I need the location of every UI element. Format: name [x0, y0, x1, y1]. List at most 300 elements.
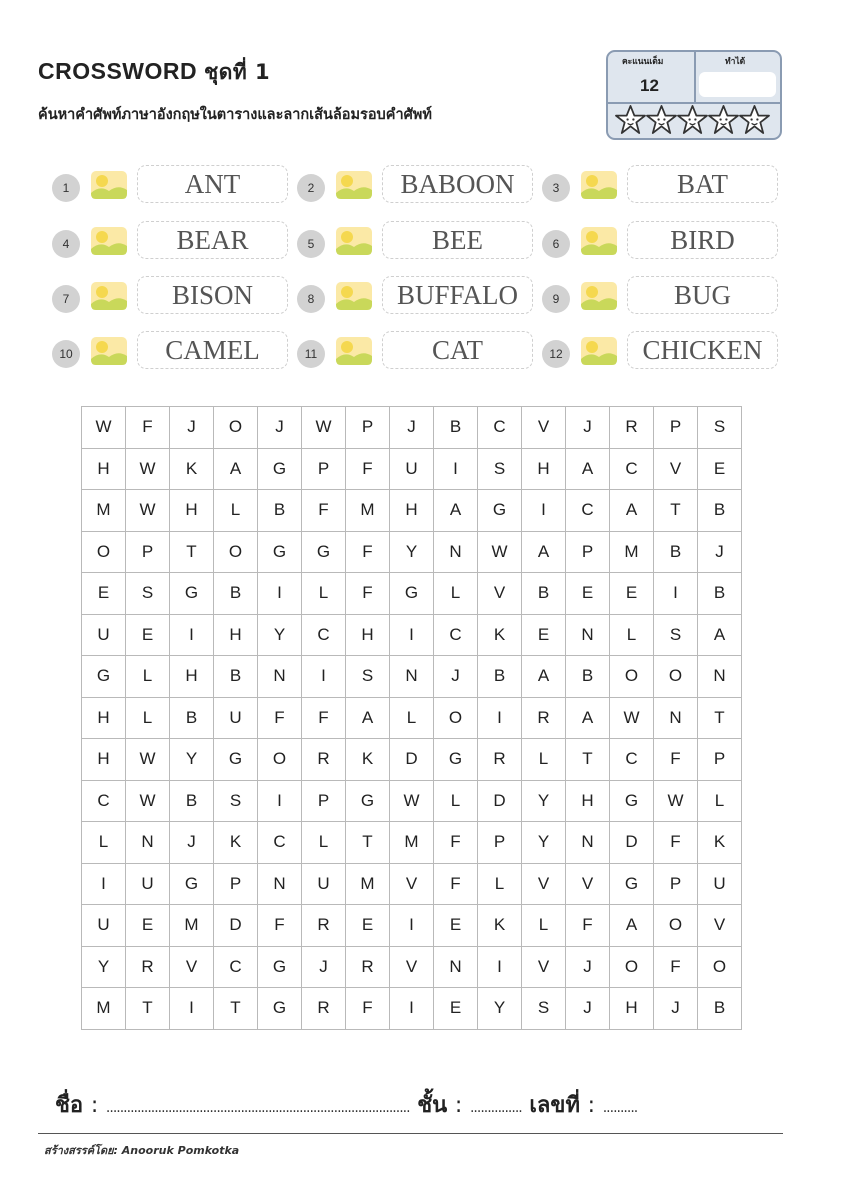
grid-cell[interactable]: W [302, 407, 346, 449]
grid-cell[interactable]: L [610, 614, 654, 656]
grid-cell[interactable]: C [434, 614, 478, 656]
grid-cell[interactable]: M [82, 490, 126, 532]
grid-cell[interactable]: B [698, 490, 742, 532]
grid-cell[interactable]: O [214, 407, 258, 449]
grid-cell[interactable]: W [478, 531, 522, 573]
grid-cell[interactable]: R [478, 739, 522, 781]
grid-cell[interactable]: D [478, 780, 522, 822]
grid-cell[interactable]: J [566, 946, 610, 988]
grid-cell[interactable]: C [478, 407, 522, 449]
grid-cell[interactable]: F [126, 407, 170, 449]
grid-cell[interactable]: S [214, 780, 258, 822]
grid-cell[interactable]: J [698, 531, 742, 573]
grid-cell[interactable]: U [390, 448, 434, 490]
instruction-text: ค้นหาคำศัพท์ภาษาอังกฤษในตารางและลากเส้นล้อมรอบคำศัพท์ [38, 107, 432, 123]
star-icon [708, 104, 739, 135]
grid-cell[interactable]: F [654, 739, 698, 781]
grid-cell[interactable]: N [258, 863, 302, 905]
star-icon [615, 104, 646, 135]
word-label: BIRD [627, 221, 778, 259]
grid-cell[interactable]: J [170, 407, 214, 449]
grid-cell[interactable]: L [214, 490, 258, 532]
name-colon: : [90, 1093, 99, 1118]
grid-cell[interactable]: V [390, 946, 434, 988]
grid-cell[interactable]: K [214, 822, 258, 864]
grid-cell[interactable]: F [346, 531, 390, 573]
grid-cell[interactable]: W [126, 780, 170, 822]
grid-cell[interactable]: P [478, 822, 522, 864]
grid-cell[interactable]: C [302, 614, 346, 656]
grid-cell[interactable]: S [522, 988, 566, 1030]
grid-cell[interactable]: G [170, 573, 214, 615]
grid-cell[interactable]: G [258, 448, 302, 490]
grid-cell[interactable]: D [390, 739, 434, 781]
name-label: ชื่อ [55, 1093, 84, 1118]
grid-cell[interactable]: B [698, 573, 742, 615]
grid-cell[interactable]: I [434, 448, 478, 490]
grid-cell[interactable]: P [566, 531, 610, 573]
grid-cell[interactable]: A [522, 531, 566, 573]
grid-cell[interactable]: F [258, 697, 302, 739]
grid-cell[interactable]: Y [258, 614, 302, 656]
grid-cell[interactable]: J [566, 407, 610, 449]
earned-score-label: ทำได้ [725, 57, 746, 67]
grid-cell[interactable]: F [346, 573, 390, 615]
grid-cell[interactable]: P [346, 407, 390, 449]
worksheet-title [38, 56, 270, 89]
grid-cell[interactable]: V [566, 863, 610, 905]
grid-cell[interactable]: H [82, 697, 126, 739]
grid-cell[interactable]: O [434, 697, 478, 739]
grid-cell[interactable]: F [346, 988, 390, 1030]
grid-cell[interactable]: W [610, 697, 654, 739]
grid-cell[interactable]: L [302, 573, 346, 615]
grid-cell[interactable]: A [610, 905, 654, 947]
grid-cell[interactable]: M [170, 905, 214, 947]
word-number-badge: 7 [52, 285, 80, 313]
grid-cell[interactable]: N [434, 531, 478, 573]
grid-cell[interactable]: Y [522, 780, 566, 822]
grid-cell[interactable]: G [170, 863, 214, 905]
grid-cell[interactable]: O [654, 905, 698, 947]
grid-cell[interactable]: D [214, 905, 258, 947]
grid-cell[interactable]: E [610, 573, 654, 615]
grid-cell[interactable]: B [258, 490, 302, 532]
number-colon: : [587, 1093, 596, 1118]
word-label: BISON [137, 276, 288, 314]
grid-row [82, 905, 742, 947]
grid-cell[interactable]: S [698, 407, 742, 449]
grid-cell[interactable]: M [82, 988, 126, 1030]
grid-cell[interactable]: B [434, 407, 478, 449]
grid-cell[interactable]: W [82, 407, 126, 449]
grid-cell[interactable]: E [126, 905, 170, 947]
word-label: BUFFALO [382, 276, 533, 314]
word-item [542, 331, 787, 375]
word-item [297, 276, 542, 320]
word-item [297, 331, 542, 375]
grid-cell[interactable]: C [566, 490, 610, 532]
word-item [542, 165, 787, 209]
grid-cell[interactable]: L [126, 697, 170, 739]
grid-cell[interactable]: L [126, 656, 170, 698]
grid-cell[interactable]: G [390, 573, 434, 615]
word-number-badge: 2 [297, 174, 325, 202]
grid-cell[interactable]: A [214, 448, 258, 490]
picture-placeholder-icon [335, 226, 373, 256]
grid-cell[interactable]: T [654, 490, 698, 532]
grid-cell[interactable]: B [214, 573, 258, 615]
grid-cell[interactable]: H [566, 780, 610, 822]
grid-cell[interactable]: H [170, 490, 214, 532]
grid-cell[interactable]: J [390, 407, 434, 449]
word-item [52, 165, 297, 209]
grid-cell[interactable]: R [302, 988, 346, 1030]
grid-cell[interactable]: H [390, 490, 434, 532]
grid-row [82, 656, 742, 698]
grid-cell[interactable]: W [126, 448, 170, 490]
word-number-badge: 6 [542, 230, 570, 258]
grid-cell[interactable]: K [698, 822, 742, 864]
grid-cell[interactable]: T [346, 822, 390, 864]
grid-cell[interactable]: I [390, 988, 434, 1030]
grid-cell[interactable]: S [346, 656, 390, 698]
word-label: BABOON [382, 165, 533, 203]
grid-cell[interactable]: A [434, 490, 478, 532]
student-info-line [55, 1087, 637, 1122]
class-label: ชั้น [417, 1093, 448, 1118]
grid-cell[interactable]: W [126, 490, 170, 532]
grid-cell[interactable]: M [390, 822, 434, 864]
grid-cell[interactable]: F [434, 822, 478, 864]
grid-cell[interactable]: L [82, 822, 126, 864]
grid-cell[interactable]: L [390, 697, 434, 739]
grid-cell[interactable]: D [610, 822, 654, 864]
grid-cell[interactable]: Y [522, 822, 566, 864]
grid-cell[interactable]: O [654, 656, 698, 698]
grid-cell[interactable]: L [434, 573, 478, 615]
word-row [52, 165, 787, 209]
grid-cell[interactable]: L [522, 905, 566, 947]
grid-cell[interactable]: R [522, 697, 566, 739]
grid-row [82, 448, 742, 490]
grid-cell[interactable]: H [82, 448, 126, 490]
grid-cell[interactable]: J [302, 946, 346, 988]
grid-cell[interactable]: I [478, 946, 522, 988]
grid-cell[interactable]: W [126, 739, 170, 781]
grid-cell[interactable]: E [522, 614, 566, 656]
grid-cell[interactable]: U [126, 863, 170, 905]
grid-row [82, 822, 742, 864]
word-number-badge: 1 [52, 174, 80, 202]
grid-cell[interactable]: P [126, 531, 170, 573]
grid-cell[interactable]: N [698, 656, 742, 698]
grid-cell[interactable]: B [170, 697, 214, 739]
grid-cell[interactable]: S [478, 448, 522, 490]
grid-cell[interactable]: E [698, 448, 742, 490]
grid-cell[interactable]: T [170, 531, 214, 573]
grid-cell[interactable]: A [610, 490, 654, 532]
grid-cell[interactable]: E [346, 905, 390, 947]
grid-cell[interactable]: F [258, 905, 302, 947]
grid-cell[interactable]: O [258, 739, 302, 781]
grid-cell[interactable]: H [82, 739, 126, 781]
grid-cell[interactable]: V [478, 573, 522, 615]
grid-cell[interactable]: U [302, 863, 346, 905]
word-label: CAT [382, 331, 533, 369]
title-thai: ชุดที่ 1 [204, 60, 271, 84]
grid-cell[interactable]: H [346, 614, 390, 656]
grid-cell[interactable]: F [302, 697, 346, 739]
grid-cell[interactable]: C [214, 946, 258, 988]
grid-cell[interactable]: U [214, 697, 258, 739]
grid-cell[interactable]: W [390, 780, 434, 822]
word-item [52, 331, 297, 375]
grid-cell[interactable]: F [302, 490, 346, 532]
grid-cell[interactable]: J [258, 407, 302, 449]
grid-cell[interactable]: P [214, 863, 258, 905]
grid-cell[interactable]: A [566, 448, 610, 490]
grid-cell[interactable]: N [566, 822, 610, 864]
grid-cell[interactable]: G [478, 490, 522, 532]
grid-cell[interactable]: Y [390, 531, 434, 573]
word-number-badge: 12 [542, 340, 570, 368]
grid-cell[interactable]: G [610, 863, 654, 905]
grid-cell[interactable]: K [170, 448, 214, 490]
grid-row [82, 614, 742, 656]
grid-cell[interactable]: V [170, 946, 214, 988]
grid-cell[interactable]: O [214, 531, 258, 573]
grid-cell[interactable]: F [346, 448, 390, 490]
grid-cell[interactable]: V [522, 946, 566, 988]
grid-cell[interactable]: I [302, 656, 346, 698]
grid-cell[interactable]: E [82, 573, 126, 615]
picture-placeholder-icon [580, 170, 618, 200]
grid-cell[interactable]: E [566, 573, 610, 615]
grid-row [82, 573, 742, 615]
grid-cell[interactable]: B [698, 988, 742, 1030]
grid-cell[interactable]: L [478, 863, 522, 905]
credit-text: สร้างสรรค์โดย: Anooruk Pomkotka [44, 1144, 240, 1157]
grid-cell[interactable]: B [566, 656, 610, 698]
word-row [52, 276, 787, 320]
grid-cell[interactable]: A [522, 656, 566, 698]
number-field[interactable]: .......... [602, 1100, 638, 1116]
grid-cell[interactable]: G [258, 988, 302, 1030]
grid-cell[interactable]: B [522, 573, 566, 615]
grid-cell[interactable]: S [654, 614, 698, 656]
name-field[interactable]: ........................................................................................ [105, 1100, 410, 1116]
grid-cell[interactable]: K [346, 739, 390, 781]
grid-cell[interactable]: O [698, 946, 742, 988]
grid-cell[interactable]: J [170, 822, 214, 864]
grid-cell[interactable]: C [82, 780, 126, 822]
grid-cell[interactable]: M [346, 490, 390, 532]
picture-placeholder-icon [580, 226, 618, 256]
grid-cell[interactable]: R [126, 946, 170, 988]
grid-cell[interactable]: O [82, 531, 126, 573]
word-item [52, 276, 297, 320]
grid-cell[interactable]: P [654, 863, 698, 905]
grid-cell[interactable]: B [170, 780, 214, 822]
grid-cell[interactable]: J [654, 988, 698, 1030]
picture-placeholder-icon [90, 170, 128, 200]
grid-cell[interactable]: N [390, 656, 434, 698]
grid-cell[interactable]: Y [170, 739, 214, 781]
grid-row [82, 531, 742, 573]
grid-cell[interactable]: P [654, 407, 698, 449]
grid-cell[interactable]: E [434, 905, 478, 947]
grid-cell[interactable]: F [566, 905, 610, 947]
grid-cell[interactable]: C [610, 448, 654, 490]
grid-cell[interactable]: I [654, 573, 698, 615]
grid-cell[interactable]: I [522, 490, 566, 532]
grid-cell[interactable]: A [566, 697, 610, 739]
grid-row [82, 697, 742, 739]
grid-cell[interactable]: M [346, 863, 390, 905]
grid-cell[interactable]: L [302, 822, 346, 864]
star-icon [677, 104, 708, 135]
grid-cell[interactable]: H [522, 448, 566, 490]
grid-cell[interactable]: F [434, 863, 478, 905]
grid-cell[interactable]: V [698, 905, 742, 947]
grid-row [82, 946, 742, 988]
grid-cell[interactable]: R [302, 739, 346, 781]
grid-cell[interactable]: T [566, 739, 610, 781]
grid-cell[interactable]: Y [82, 946, 126, 988]
grid-cell[interactable]: E [434, 988, 478, 1030]
grid-cell[interactable]: N [434, 946, 478, 988]
word-label: BEE [382, 221, 533, 259]
grid-cell[interactable]: P [302, 448, 346, 490]
grid-cell[interactable]: A [698, 614, 742, 656]
grid-cell[interactable]: G [434, 739, 478, 781]
grid-cell[interactable]: E [126, 614, 170, 656]
grid-cell[interactable]: H [170, 656, 214, 698]
grid-cell[interactable]: B [478, 656, 522, 698]
grid-cell[interactable]: L [698, 780, 742, 822]
grid-cell[interactable]: C [610, 739, 654, 781]
grid-cell[interactable]: W [654, 780, 698, 822]
grid-cell[interactable]: I [170, 614, 214, 656]
grid-cell[interactable]: N [654, 697, 698, 739]
grid-cell[interactable]: B [654, 531, 698, 573]
number-label: เลขที่ [529, 1093, 580, 1118]
grid-cell[interactable]: T [698, 697, 742, 739]
word-item [542, 276, 787, 320]
grid-cell[interactable]: H [214, 614, 258, 656]
grid-cell[interactable]: H [610, 988, 654, 1030]
word-label: ANT [137, 165, 288, 203]
grid-cell[interactable]: K [478, 905, 522, 947]
grid-cell[interactable]: T [126, 988, 170, 1030]
grid-cell[interactable]: B [214, 656, 258, 698]
grid-cell[interactable]: P [302, 780, 346, 822]
star-icon [739, 104, 770, 135]
grid-cell[interactable]: V [522, 407, 566, 449]
word-row [52, 221, 787, 265]
score-divider-vertical [694, 52, 696, 102]
grid-cell[interactable]: R [346, 946, 390, 988]
grid-cell[interactable]: I [390, 614, 434, 656]
word-row [52, 331, 787, 375]
grid-cell[interactable]: G [346, 780, 390, 822]
grid-cell[interactable]: F [654, 946, 698, 988]
grid-cell[interactable]: V [390, 863, 434, 905]
earned-score-field[interactable] [699, 72, 776, 97]
grid-cell[interactable]: U [82, 614, 126, 656]
class-colon: : [454, 1093, 463, 1118]
grid-cell[interactable]: I [170, 988, 214, 1030]
grid-cell[interactable]: A [346, 697, 390, 739]
grid-cell[interactable]: U [82, 905, 126, 947]
star-icon [646, 104, 677, 135]
grid-cell[interactable]: N [126, 822, 170, 864]
grid-cell[interactable]: G [610, 780, 654, 822]
grid-cell[interactable]: Y [478, 988, 522, 1030]
word-item [52, 221, 297, 265]
grid-cell[interactable]: L [434, 780, 478, 822]
grid-cell[interactable]: G [258, 946, 302, 988]
grid-cell[interactable]: O [610, 656, 654, 698]
letter-grid[interactable] [81, 406, 742, 1030]
grid-cell[interactable]: G [258, 531, 302, 573]
grid-cell[interactable]: R [610, 407, 654, 449]
grid-cell[interactable]: I [478, 697, 522, 739]
word-label: BAT [627, 165, 778, 203]
grid-row [82, 739, 742, 781]
rating-stars [615, 104, 770, 135]
grid-cell[interactable]: T [214, 988, 258, 1030]
grid-cell[interactable]: V [654, 448, 698, 490]
word-number-badge: 11 [297, 340, 325, 368]
grid-cell[interactable]: I [258, 573, 302, 615]
grid-cell[interactable]: U [698, 863, 742, 905]
title-english: CROSSWORD [38, 58, 198, 84]
grid-cell[interactable]: L [522, 739, 566, 781]
grid-cell[interactable]: J [566, 988, 610, 1030]
grid-cell[interactable]: O [610, 946, 654, 988]
word-item [297, 221, 542, 265]
grid-cell[interactable]: C [258, 822, 302, 864]
grid-cell[interactable]: S [126, 573, 170, 615]
grid-cell[interactable]: K [478, 614, 522, 656]
word-number-badge: 8 [297, 285, 325, 313]
grid-cell[interactable]: I [390, 905, 434, 947]
grid-cell[interactable]: R [302, 905, 346, 947]
word-label: BUG [627, 276, 778, 314]
word-number-badge: 3 [542, 174, 570, 202]
grid-cell[interactable]: G [214, 739, 258, 781]
word-item [542, 221, 787, 265]
grid-cell[interactable]: J [434, 656, 478, 698]
grid-cell[interactable]: M [610, 531, 654, 573]
word-label: CAMEL [137, 331, 288, 369]
grid-cell[interactable]: G [82, 656, 126, 698]
grid-cell[interactable]: N [566, 614, 610, 656]
grid-cell[interactable]: I [82, 863, 126, 905]
grid-row [82, 780, 742, 822]
grid-cell[interactable]: G [302, 531, 346, 573]
grid-cell[interactable]: V [522, 863, 566, 905]
grid-cell[interactable]: P [698, 739, 742, 781]
picture-placeholder-icon [335, 281, 373, 311]
grid-cell[interactable]: N [258, 656, 302, 698]
grid-cell[interactable]: I [258, 780, 302, 822]
class-field[interactable]: ............... [469, 1100, 522, 1116]
picture-placeholder-icon [335, 170, 373, 200]
grid-cell[interactable]: F [654, 822, 698, 864]
